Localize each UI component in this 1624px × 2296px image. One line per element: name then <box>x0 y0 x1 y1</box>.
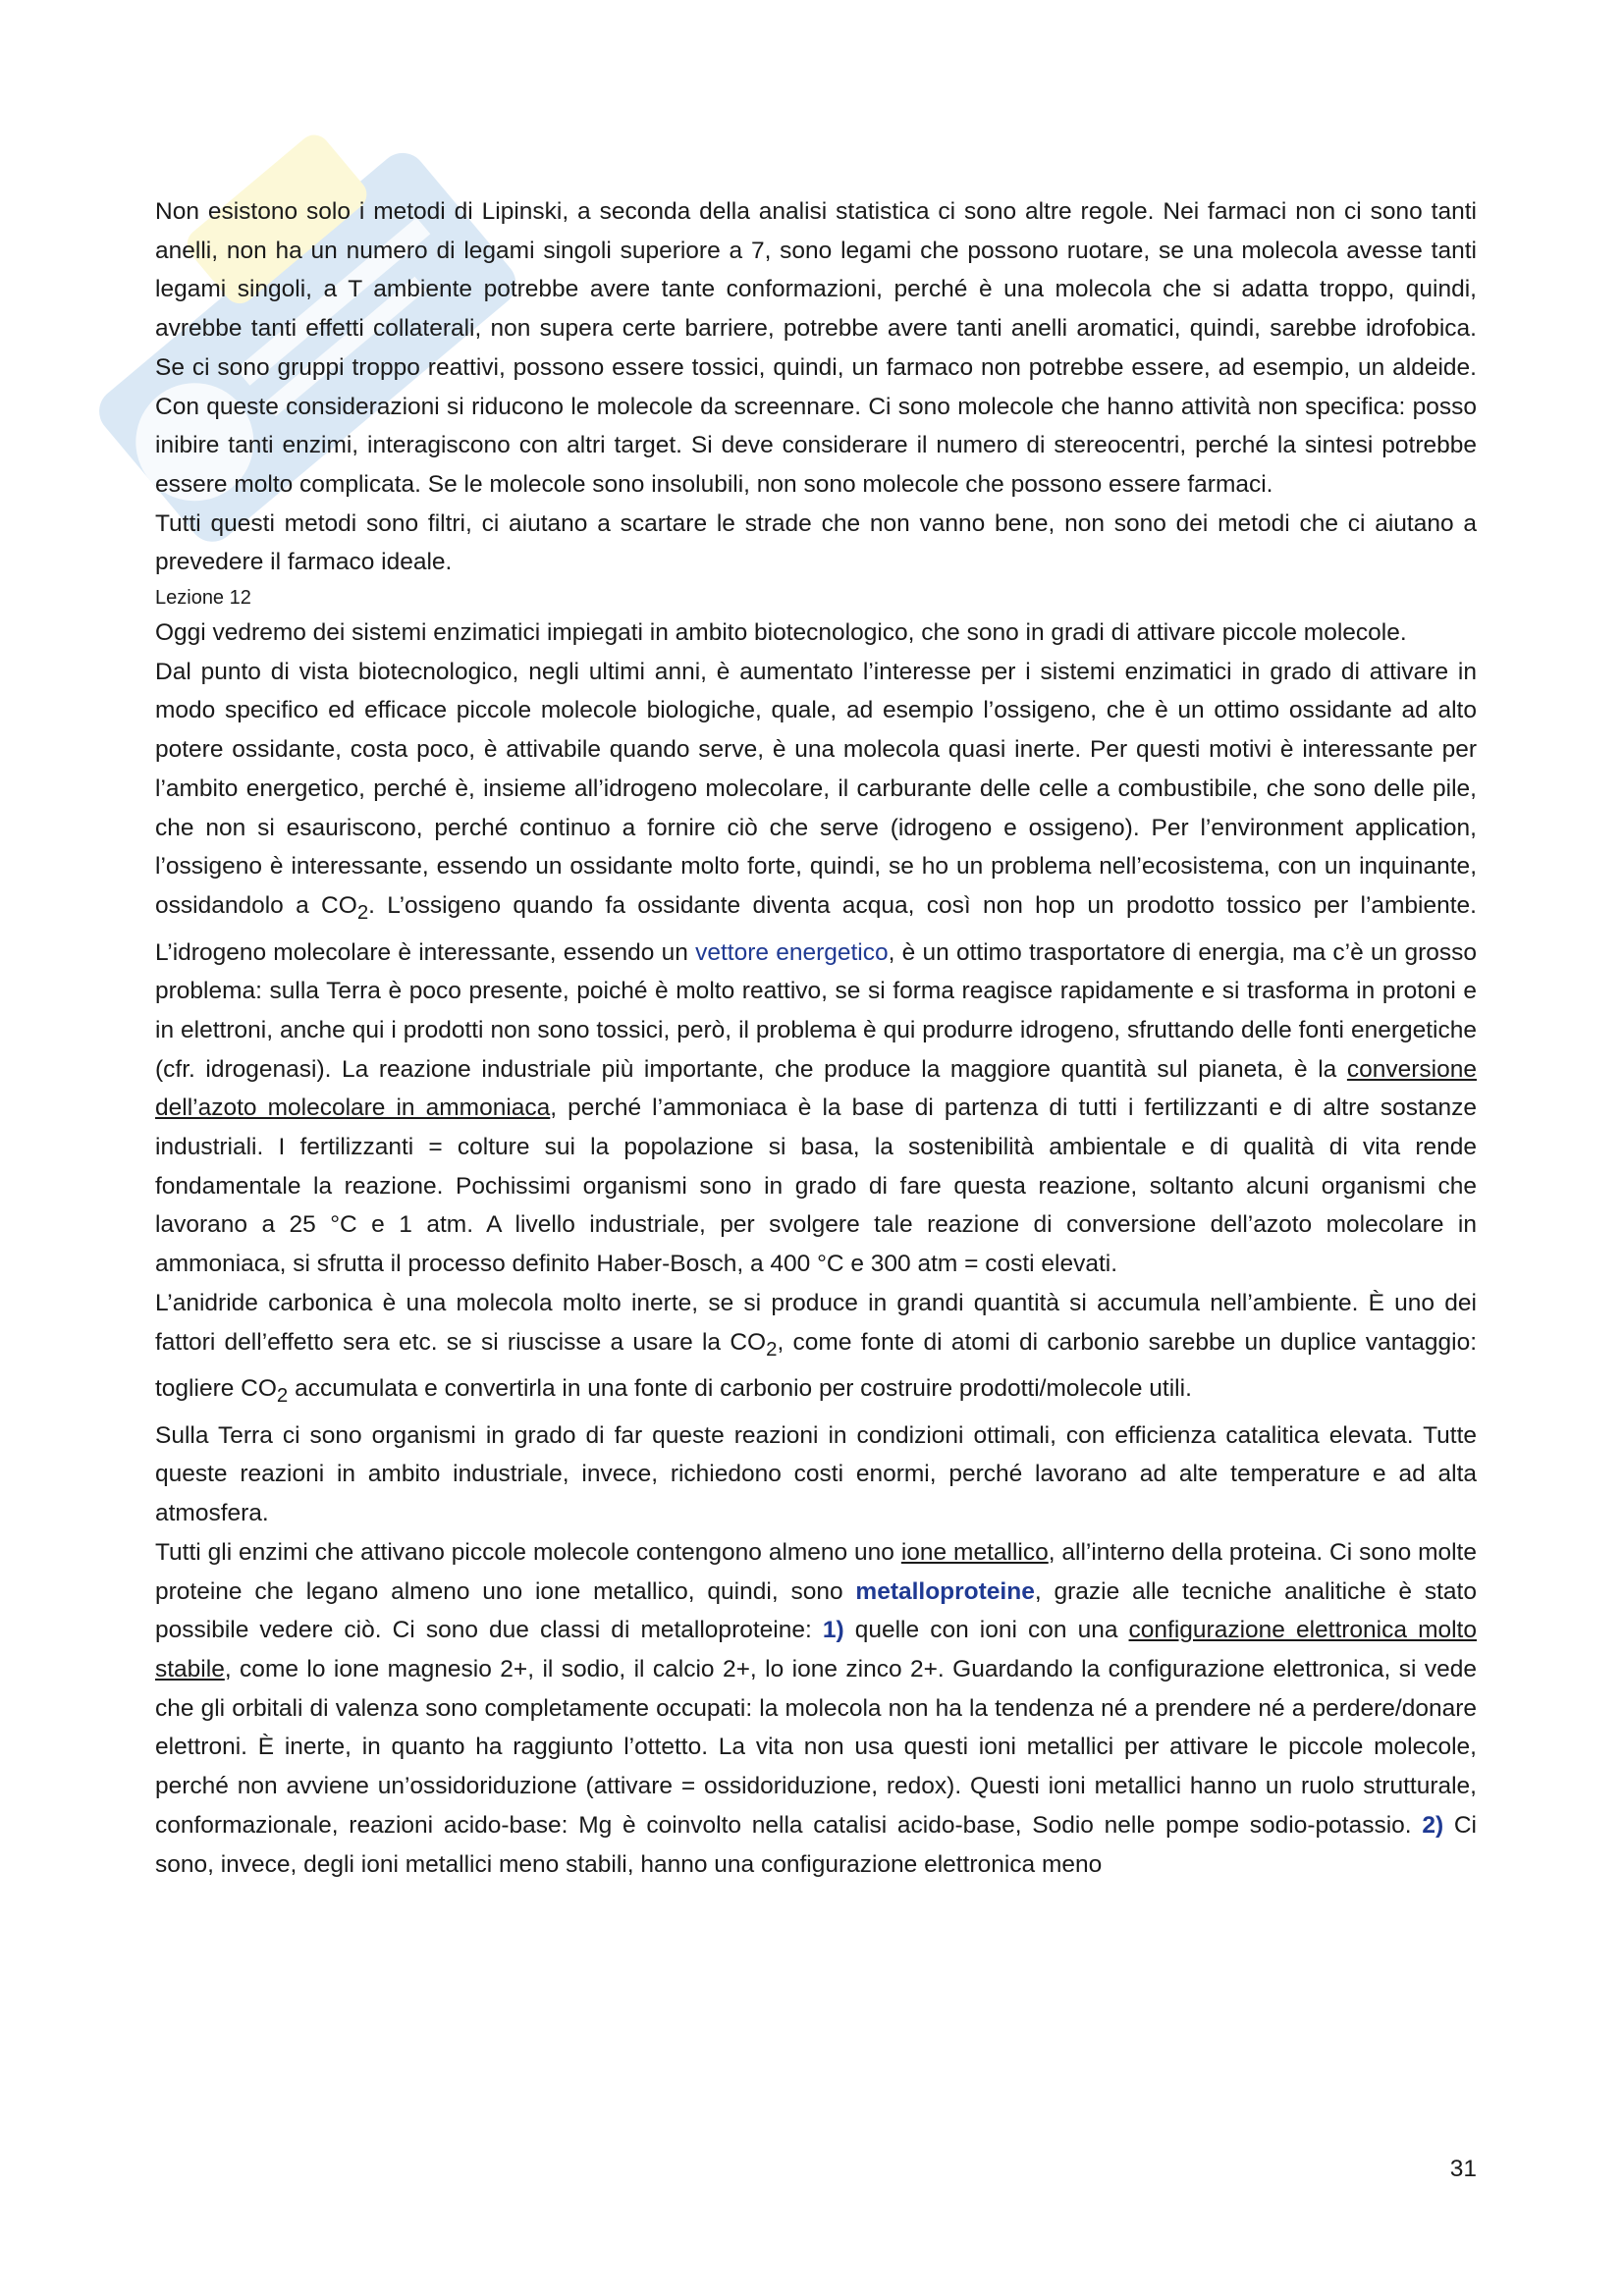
paragraph-oxygen-hydrogen <box>155 653 1477 1284</box>
lesson-heading: Lezione 12 <box>155 587 251 610</box>
paragraph-metalloproteins <box>155 1533 1477 1884</box>
text-segment: , come fonte di atomi di carbonio sarebbe un duplice vantaggio: togliere CO <box>155 1328 1477 1403</box>
paragraph-lipinski: Non esistono solo i metodi di Lipinski, a seconda della analisi statistica ci sono altre regole. Nei farmaci non ci sono tanti anelli, non ha un numero di legami singoli superiore a 7, sono legami che possono ruotare, se una molecola avesse tanti legami singoli, a T ambiente potrebbe avere tante conformazioni, perché è una molecola che si adatta troppo, quindi, avrebbe tanti effetti collaterali, non supera certe barriere, potrebbe avere tanti anelli aromatici, quindi, sarebbe idrofobica. Se ci sono gruppi troppo reattivi, possono essere tossici, quindi, un farmaco non potrebbe essere, ad esempio, un aldeide. Con queste considerazioni si riducono le molecole da screennare. Ci sono molecole che hanno attività non specifica: posso inibire tanti enzimi, interagiscono con altri target. Si deve considerare il numero di stereocentri, perché la sintesi potrebbe essere molto complicata. Se le molecole sono insolubili, non sono molecole che possono essere farmaci. <box>155 198 1477 498</box>
text-segment: , è un ottimo trasportatore di energia, ma c’è un grosso problema: sulla Terra è poco presente, poiché è molto reattivo, se si forma reagisce rapidamente e si trasforma in protoni e in elettroni, anche qui i prodotti non sono tossici, però, il problema è qui produrre idrogeno, sfruttando delle fonti energetiche (cfr. idrogenasi). La reazione industriale più importante, che produce la maggiore quantità sul pianeta, è la <box>155 938 1477 1083</box>
subscript: 2 <box>276 1385 289 1408</box>
paragraph-intro: Oggi vedremo dei sistemi enzimatici impiegati in ambito biotecnologico, che sono in gradi di attivare piccole molecole. <box>155 619 1407 647</box>
list-marker-2: 2) <box>1422 1811 1444 1839</box>
term-metalloproteine: metalloproteine <box>855 1577 1035 1605</box>
text-segment: , come lo ione magnesio 2+, il sodio, il calcio 2+, lo ione zinco 2+. Guardando la configurazione elettronica, si vede che gli orbitali di valenza sono completamente occupati: la molecola non ha la tendenza né a prendere né a perdere/donare elettroni. È inerte, in quanto ha raggiunto l’ottetto. La vita non usa questi ioni metallici per attivare le piccole molecole, perché non avviene un’ossidoriduzione (attivare = ossidoriduzione, redox). Questi ioni metallici hanno un ruolo strutturale, conformazionale, reazioni acido-base: Mg è coinvolto nella catalisi acido-base, Sodio nelle pompe sodio-potassio. <box>155 1655 1477 1839</box>
text-segment: , perché l’ammoniaca è la base di partenza di tutti i fertilizzanti e di altre sostanze industriali. I fertilizzanti = colture sui la popolazione si basa, la sostenibilità ambientale e di qualità di vita rende fondamentale la reazione. Pochissimi organismi sono in grado di fare questa reazione, soltanto alcuni organismi che lavorano a 25 °C e 1 atm. A livello industriale, per svolgere tale reazione di conversione dell’azoto molecolare in ammoniaca, si sfrutta il processo definito Haber-Bosch, a 400 °C e 300 atm = costi elevati. <box>155 1095 1477 1278</box>
link-conversione-azoto[interactable]: conversione dell’azoto molecolare in ammoniaca <box>155 1055 1477 1122</box>
link-vettore-energetico[interactable]: vettore energetico <box>695 938 889 966</box>
subscript: 2 <box>356 901 369 924</box>
link-ione-metallico[interactable]: ione metallico <box>900 1538 1049 1566</box>
link-configurazione-elettronica[interactable]: configurazione elettronica molto stabile <box>155 1617 1477 1682</box>
paragraph-organisms: Sulla Terra ci sono organismi in grado di far queste reazioni in condizioni ottimali, con efficienza catalitica elevata. Tutte queste reazioni in ambito industriale, invece, richiedono costi enormi, perché lavorano ad alte temperature e ad alta atmosfera. <box>155 1421 1477 1527</box>
text-segment: quelle con ioni con una <box>843 1617 1129 1644</box>
text-segment: Ci sono, invece, degli ioni metallici meno stabili, hanno una configurazione elettronica meno <box>155 1811 1477 1878</box>
text-segment: Tutti gli enzimi che attivano piccole molecole contengono almeno uno <box>155 1538 901 1566</box>
text-segment: , grazie alle tecniche analitiche è stato possibile vedere ciò. Ci sono due classi di metalloproteine: <box>155 1577 1477 1644</box>
text-segment: accumulata e convertirla in una fonte di carbonio per costruire prodotti/molecole utili. <box>288 1375 1192 1403</box>
text-segment: L’anidride carbonica è una molecola molto inerte, se si produce in grandi quantità si accumula nell’ambiente. È uno dei fattori dell’effetto sera etc. se si riuscisse a usare la CO <box>155 1289 1477 1356</box>
page-number: 31 <box>1449 2156 1477 2182</box>
list-marker-1: 1) <box>822 1617 844 1644</box>
text-segment: . L’ossigeno quando fa ossidante diventa acqua, così non hop un prodotto tossico per l’ambiente. L’idrogeno molecolare è interessante, essendo un <box>155 891 1477 966</box>
paragraph-co2 <box>155 1284 1477 1416</box>
text-segment: , all’interno della proteina. Ci sono molte proteine che legano almeno uno ione metallico, quindi, sono <box>155 1538 1477 1605</box>
document-body <box>155 192 1477 1884</box>
paragraph-filters: Tutti questi metodi sono filtri, ci aiutano a scartare le strade che non vanno bene, non sono dei metodi che ci aiutano a prevedere il farmaco ideale. <box>155 509 1477 576</box>
text-segment: Dal punto di vista biotecnologico, negli ultimi anni, è aumentato l’interesse per i sistemi enzimatici in grado di attivare in modo specifico ed efficace piccole molecole biologiche, quale, ad esempio l’ossigeno, che è un ottimo ossidante ad alto potere ossidante, costa poco, è attivabile quando serve, è una molecola quasi inerte. Per questi motivi è interessante per l’ambito energetico, perché è, insieme all’idrogeno molecolare, il carburante delle celle a combustibile, che sono delle pile, che non si esauriscono, perché continuo a fornire ciò che serve (idrogeno e ossigeno). Per l’environment application, l’ossigeno è interessante, essendo un ossidante molto forte, quindi, se ho un problema nell’ecosistema, con un inquinante, ossidandolo a CO <box>155 658 1477 919</box>
subscript: 2 <box>766 1338 778 1361</box>
